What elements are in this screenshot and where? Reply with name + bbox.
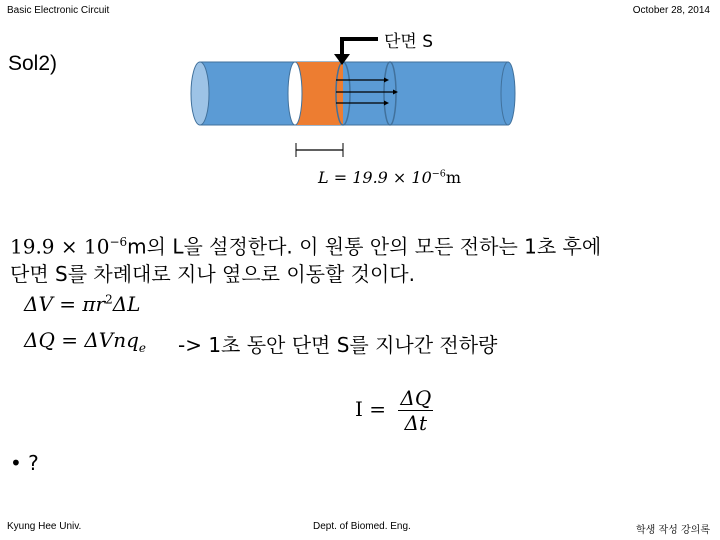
- header-course-title: Basic Electronic Circuit: [7, 5, 110, 16]
- charge-equation: ΔQ = ΔVnq$_e$: [24, 328, 146, 355]
- current-equation: I = $\frac{\Delta Q}{\Delta t}$: [355, 386, 432, 435]
- length-label: $L = 19.9 \times 10^{-6}m$: [318, 168, 462, 187]
- cut-ring-left: [288, 62, 302, 125]
- paragraph-line-2: 단면 S를 차례대로 지나 옆으로 이동할 것이다.: [10, 261, 415, 286]
- solution-heading: Sol2): [8, 52, 58, 75]
- bullet-question: • ?: [10, 451, 39, 475]
- explanation-paragraph: [10, 229, 601, 288]
- volume-equation: $\Delta V = \pi r^2\Delta L$: [24, 292, 141, 316]
- paragraph-line-1: $19.9 \times 10^{-6}m$의 L을 설정한다. 이 원통 안의 모든 전하는 1초 후에: [10, 234, 602, 259]
- current-fraction: $\frac{\Delta Q}{\Delta t}$: [400, 386, 432, 435]
- footer-university: Kyung Hee Univ.: [7, 521, 82, 532]
- charge-equation-note: -> 1초 동안 단면 S를 지나간 전하량: [178, 333, 498, 357]
- cylinder-left-end: [191, 62, 209, 125]
- cylinder-body: [200, 62, 508, 125]
- cylinder-right-end: [501, 62, 515, 125]
- header-date: October 28, 2014: [632, 5, 710, 16]
- cross-section-label: 단면 S: [384, 32, 434, 52]
- footer-department: Dept. of Biomed. Eng.: [313, 521, 411, 532]
- footer-note: 학생 작성 강의록: [636, 525, 710, 536]
